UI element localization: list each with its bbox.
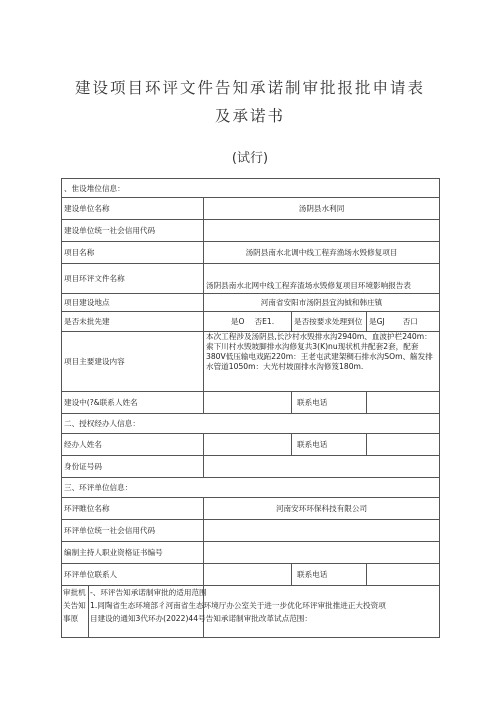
document-subtitle: (试行) [231, 151, 269, 166]
row-credit-code [62, 220, 440, 242]
section-eia-unit: 三、环评单位信息： [62, 478, 440, 498]
approval-label: 审批机 关告知 事原 [62, 586, 89, 637]
eia-phone-label: 联系电话 [292, 564, 367, 586]
builder-contact-label: 建设中(?&联系人姓名 [62, 392, 204, 414]
eia-unit-name-label: 环评睢位名称 [62, 498, 204, 520]
row-eia-doc-name [62, 264, 440, 294]
builder-contact-value[interactable] [204, 392, 292, 414]
eia-doc-name-value[interactable]: 汤阴县南水北网中线工程弃渣场水毁修复项目环境影响报告表 [204, 264, 440, 294]
eia-doc-name-label: 项目环评文件名称 [62, 264, 204, 294]
row-builder-contact [62, 392, 440, 414]
content-label: 项目主要建设内容 [62, 332, 204, 392]
eia-unit-name-value[interactable]: 河南安环环保科技有限公司 [204, 498, 440, 520]
row-content [62, 332, 440, 392]
credit-code-label: 建设单位统一社会信用代码 [62, 220, 204, 242]
content-value[interactable]: 本次工程涉及汤阴县,长沙村水毁排水沟2940m、血波护栏240m：索下川村水毁坡脚排水沟修复共3(K)nu现状机井配套2套，配套380V低压输电戏跖220m：王老屯武建架稠石排水沟SOm、觞发排水管道1050m：大光村坡面排水沟修笈180m. [204, 332, 440, 392]
builder-phone-label: 联系电话 [292, 392, 367, 414]
rectification-no-option[interactable]: 否口 [402, 317, 418, 326]
rectification-options [367, 312, 440, 332]
eia-host-label: 编制主持人职业资格证书编号 [62, 542, 204, 564]
id-number-value[interactable] [204, 456, 440, 478]
row-eia-contact [62, 564, 440, 586]
builder-phone-value[interactable] [367, 392, 440, 414]
rectification-yes-option[interactable]: 是GJ [369, 317, 385, 326]
row-agent-name [62, 434, 440, 456]
row-id-number [62, 456, 440, 478]
approval-line-2: 1.同陶省生态环境部彳河南省生态环境厅办公室关于进一步优化环评审批推进正大投资项 [90, 601, 386, 610]
section-row-authorized [62, 414, 440, 434]
eia-phone-value[interactable] [367, 564, 440, 586]
title-line-2: 及承诺书 [214, 107, 285, 125]
agent-name-value[interactable] [204, 434, 292, 456]
section-builder: 、隹设堆位信息： [62, 179, 440, 198]
prior-build-yes-option[interactable]: 是O [204, 312, 247, 332]
rectification-label: 是否按要求处理到位 [292, 312, 367, 332]
eia-contact-value[interactable] [204, 564, 292, 586]
agent-name-label: 经办人姓名 [62, 434, 204, 456]
builder-name-value[interactable]: 汤阴县水利同 [204, 198, 440, 220]
eia-host-value[interactable] [204, 542, 440, 564]
project-name-label: 项目名称 [62, 242, 204, 264]
project-name-value[interactable]: 汤阴县南水北调中线工程弃渔场水毁修复项目 [204, 242, 440, 264]
row-eia-unit-name [62, 498, 440, 520]
row-project-name [62, 242, 440, 264]
credit-code-value[interactable] [204, 220, 440, 242]
row-location [62, 294, 440, 312]
row-eia-host [62, 542, 440, 564]
location-label: 项目建设地点 [62, 294, 204, 312]
row-approval-scope [62, 586, 440, 638]
eia-credit-label: 环评单位统一社会信用代码 [62, 520, 204, 542]
agent-phone-label: 联系电话 [292, 434, 367, 456]
prior-build-no-option[interactable]: 否E1. [247, 312, 292, 332]
approval-text [90, 586, 439, 625]
section-row-eia-unit [62, 478, 440, 498]
row-prior-build [62, 312, 440, 332]
builder-name-label: 建设单位名称 [62, 198, 204, 220]
approval-line-1: -、环评告知承诺制审批的适用范围 [90, 588, 207, 597]
application-form-table [61, 178, 440, 638]
location-value[interactable]: 河南省安阳市汤阴县宜沟钺和韩庄镇 [204, 294, 440, 312]
row-builder-name [62, 198, 440, 220]
section-authorized: 二、授权经办人信息： [62, 414, 440, 434]
document-title [40, 74, 460, 130]
title-line-1: 建设项目环评文件告知承诺制审批报批申请表 [74, 79, 425, 97]
eia-credit-value[interactable] [204, 520, 440, 542]
id-number-label: 身份证号码 [62, 456, 204, 478]
row-eia-credit [62, 520, 440, 542]
approval-line-3: 目建设的通知3代环办(2022)44号告知承诺制审批改革试点范围： [90, 614, 312, 623]
section-row-builder [62, 179, 440, 198]
prior-build-label: 是否未批先建 [62, 312, 204, 332]
eia-contact-label: 环评单位联系人 [62, 564, 204, 586]
approval-label-cell [62, 586, 386, 638]
agent-phone-value[interactable] [367, 434, 440, 456]
